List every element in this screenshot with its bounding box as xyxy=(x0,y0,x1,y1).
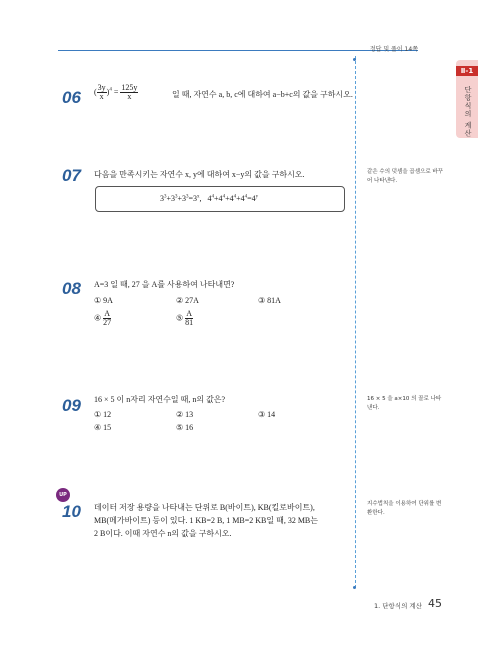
choice-5-label: ⑤ xyxy=(176,313,184,323)
choice-5-denominator: 81 xyxy=(185,318,194,327)
header-rule xyxy=(58,50,418,51)
choice-1[interactable]: ① 9A xyxy=(94,296,113,305)
question-09-text: 16 × 5 이 n자리 자연수일 때, n의 값은? xyxy=(94,395,226,404)
choice-4-numerator: A xyxy=(104,309,111,318)
lhs-denominator: x xyxy=(99,92,104,101)
question-number: 06 xyxy=(62,88,81,107)
choice-2[interactable]: ② 13 xyxy=(176,410,194,419)
question-number: 07 xyxy=(62,166,81,185)
rhs-numerator: 125y xyxy=(121,83,138,92)
question-08-text: A=3 일 때, 27 을 A를 사용하여 나타내면? xyxy=(94,280,235,289)
up-badge: UP xyxy=(56,488,70,502)
hint-note: 같은 수의 덧셈을 곱셈으로 바꾸어 나타낸다. xyxy=(367,169,444,184)
choice-5[interactable] xyxy=(176,310,193,327)
question-10-line-2: MB(메가바이트) 등이 있다. 1 KB=2 B, 1 MB=2 KB일 때, 32 MB는 xyxy=(94,516,318,525)
answer-reference: 정답 및 풀이 14쪽 xyxy=(369,46,418,53)
choice-5[interactable]: ⑤ 16 xyxy=(176,423,194,432)
choice-4[interactable] xyxy=(94,310,111,327)
chapter-title: 단항식의 계산 xyxy=(464,86,472,138)
choice-5-numerator: A xyxy=(186,309,193,318)
choice-2[interactable]: ② 27A xyxy=(176,296,199,305)
question-number: 08 xyxy=(62,279,81,298)
page-number: 45 xyxy=(428,597,442,610)
question-06-text: 일 때, 자연수 a, b, c에 대하여 a−b+c의 값을 구하시오. xyxy=(172,90,353,99)
footer-section-title: 1. 단항식의 계산 xyxy=(373,602,422,610)
question-06-equation: ( $\frac{3y}{x}$ )$^4$ = $\frac{125y}{x}$ xyxy=(94,83,138,101)
question-07-text: 다음을 만족시키는 자연수 x, y에 대하여 x−y의 값을 구하시오. xyxy=(94,170,305,179)
hint-note: 16 × 5 을 a×10 의 꼴로 나타낸다. xyxy=(367,396,442,411)
lhs-numerator: 3y xyxy=(97,83,106,92)
divider-dot-top xyxy=(353,58,356,61)
condition-base: 3 xyxy=(160,194,164,203)
choice-3[interactable]: ③ 81A xyxy=(258,296,281,305)
condition-equation: $3^3+3^3+3^3=3^x$, $4^4+4^4+4^4+4^4=4^y$ xyxy=(160,194,259,203)
hint-note: 지수법칙을 이용하여 단위를 변환한다. xyxy=(367,501,442,516)
chapter-tab xyxy=(456,60,478,138)
question-10-line-1: 데이터 저장 용량을 나타내는 단위로 B(바이트), KB(킬로바이트), xyxy=(94,503,315,512)
condition-box xyxy=(95,186,345,212)
rhs-denominator: x xyxy=(127,92,132,101)
choice-1[interactable]: ① 12 xyxy=(94,410,112,419)
choice-3[interactable]: ③ 14 xyxy=(258,410,276,419)
choice-4-denominator: 27 xyxy=(103,318,112,327)
question-number: 10 xyxy=(62,502,81,521)
margin-divider xyxy=(355,56,356,588)
choice-4[interactable]: ④ 15 xyxy=(94,423,112,432)
question-number: 09 xyxy=(62,396,81,415)
chapter-number: Ⅱ-1 xyxy=(456,66,478,76)
question-10-line-3: 2 B이다. 이때 자연수 n의 값을 구하시오. xyxy=(94,529,232,538)
divider-dot-bottom xyxy=(353,586,356,589)
choice-4-label: ④ xyxy=(94,313,102,323)
